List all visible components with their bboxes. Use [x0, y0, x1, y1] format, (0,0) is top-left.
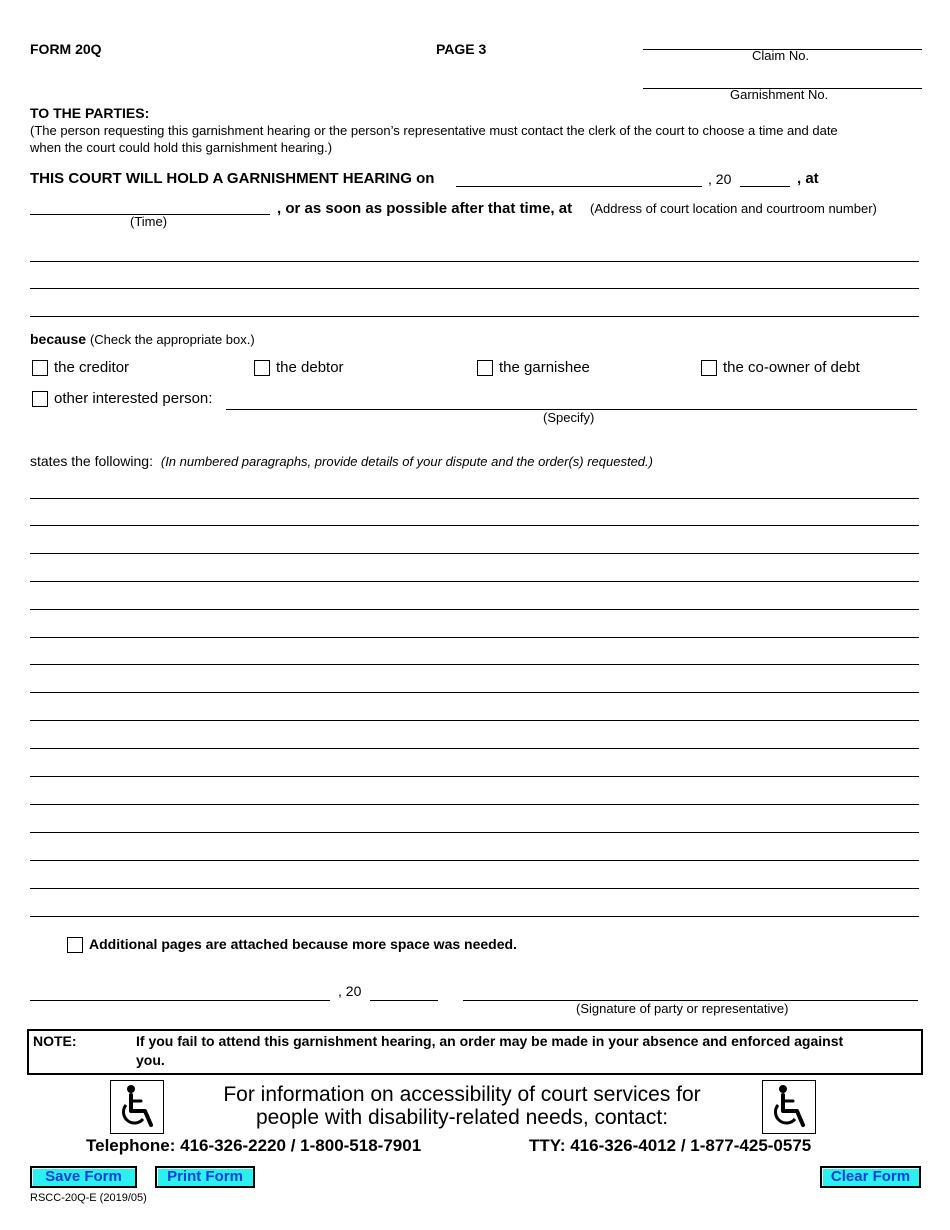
hearing-at: , at — [797, 170, 819, 187]
garnishee-checkbox[interactable] — [477, 360, 493, 376]
signature-label: (Signature of party or representative) — [576, 1001, 789, 1016]
clear-form-button[interactable]: Clear Form — [820, 1166, 921, 1188]
address-line-3[interactable] — [30, 316, 919, 317]
signature-year-prefix: , 20 — [338, 983, 362, 999]
statement-line[interactable] — [30, 888, 919, 889]
statement-hint: (In numbered paragraphs, provide details of your dispute and the order(s) requested.) — [160, 454, 653, 469]
hearing-soon-text: , or as soon as possible after that time, at — [277, 200, 573, 217]
creditor-checkbox[interactable] — [32, 360, 48, 376]
hearing-year-prefix: , 20 — [708, 171, 732, 187]
co-owner-label: the co-owner of debt — [723, 359, 860, 376]
note-text-2: you. — [136, 1052, 165, 1068]
specify-label: (Specify) — [543, 410, 595, 425]
note-text-1: If you fail to attend this garnishment hearing, an order may be made in your absence and enforced against — [136, 1033, 844, 1049]
statement-line[interactable] — [30, 581, 919, 582]
statement-line[interactable] — [30, 860, 919, 861]
accessibility-line-2: people with disability-related needs, contact: — [255, 1106, 669, 1129]
statement-line[interactable] — [30, 748, 919, 749]
claim-number-label: Claim No. — [752, 48, 810, 63]
statement-line[interactable] — [30, 664, 919, 665]
garnishment-number-label: Garnishment No. — [730, 87, 829, 102]
tty-text: TTY: 416-326-4012 / 1-877-425-0575 — [529, 1136, 812, 1155]
because-hint: (Check the appropriate box.) — [89, 332, 255, 347]
statement-label: states the following: — [30, 453, 153, 469]
creditor-label: the creditor — [54, 359, 130, 376]
statement-line[interactable] — [30, 609, 919, 610]
statement-line[interactable] — [30, 525, 919, 526]
statement-line[interactable] — [30, 553, 919, 554]
page-label: PAGE 3 — [436, 41, 487, 57]
hearing-date-field[interactable] — [456, 186, 702, 187]
signature-year-field[interactable] — [370, 1000, 438, 1001]
time-label: (Time) — [130, 214, 168, 229]
hearing-year-field[interactable] — [740, 186, 790, 187]
other-person-checkbox[interactable] — [32, 391, 48, 407]
form-label: FORM 20Q — [30, 41, 102, 57]
statement-line[interactable] — [30, 637, 919, 638]
address-line-2[interactable] — [30, 288, 919, 289]
form-code: RSCC-20Q-E (2019/05) — [30, 1192, 147, 1204]
accessibility-line-1: For information on accessibility of court services for — [223, 1083, 701, 1106]
debtor-label: the debtor — [276, 359, 344, 376]
parties-heading: TO THE PARTIES: — [30, 105, 150, 121]
address-line-1[interactable] — [30, 261, 919, 262]
debtor-checkbox[interactable] — [254, 360, 270, 376]
additional-pages-label: Additional pages are attached because more space was needed. — [89, 936, 517, 952]
garnishee-label: the garnishee — [499, 359, 590, 376]
note-label: NOTE: — [33, 1033, 77, 1049]
parties-instructions-1: (The person requesting this garnishment hearing or the person’s representative must contact the clerk of the court to choose a time and date — [30, 123, 838, 138]
other-person-label: other interested person: — [54, 390, 213, 407]
parties-instructions-2: when the court could hold this garnishment hearing.) — [30, 140, 333, 155]
wheelchair-icon — [762, 1080, 816, 1134]
statement-line[interactable] — [30, 776, 919, 777]
save-form-button[interactable]: Save Form — [30, 1166, 137, 1188]
additional-pages-checkbox[interactable] — [67, 937, 83, 953]
address-hint: (Address of court location and courtroom number) — [590, 201, 877, 216]
co-owner-checkbox[interactable] — [701, 360, 717, 376]
wheelchair-icon — [110, 1080, 164, 1134]
statement-line[interactable] — [30, 804, 919, 805]
because-label: because — [30, 331, 87, 347]
statement-line[interactable] — [30, 498, 919, 499]
hearing-lead: THIS COURT WILL HOLD A GARNISHMENT HEARING on — [30, 170, 435, 187]
statement-line[interactable] — [30, 692, 919, 693]
signature-date-field[interactable] — [30, 1000, 330, 1001]
statement-line[interactable] — [30, 832, 919, 833]
statement-line[interactable] — [30, 916, 919, 917]
telephone-text: Telephone: 416-326-2220 / 1-800-518-7901 — [86, 1136, 422, 1155]
print-form-button[interactable]: Print Form — [155, 1166, 255, 1188]
statement-line[interactable] — [30, 720, 919, 721]
